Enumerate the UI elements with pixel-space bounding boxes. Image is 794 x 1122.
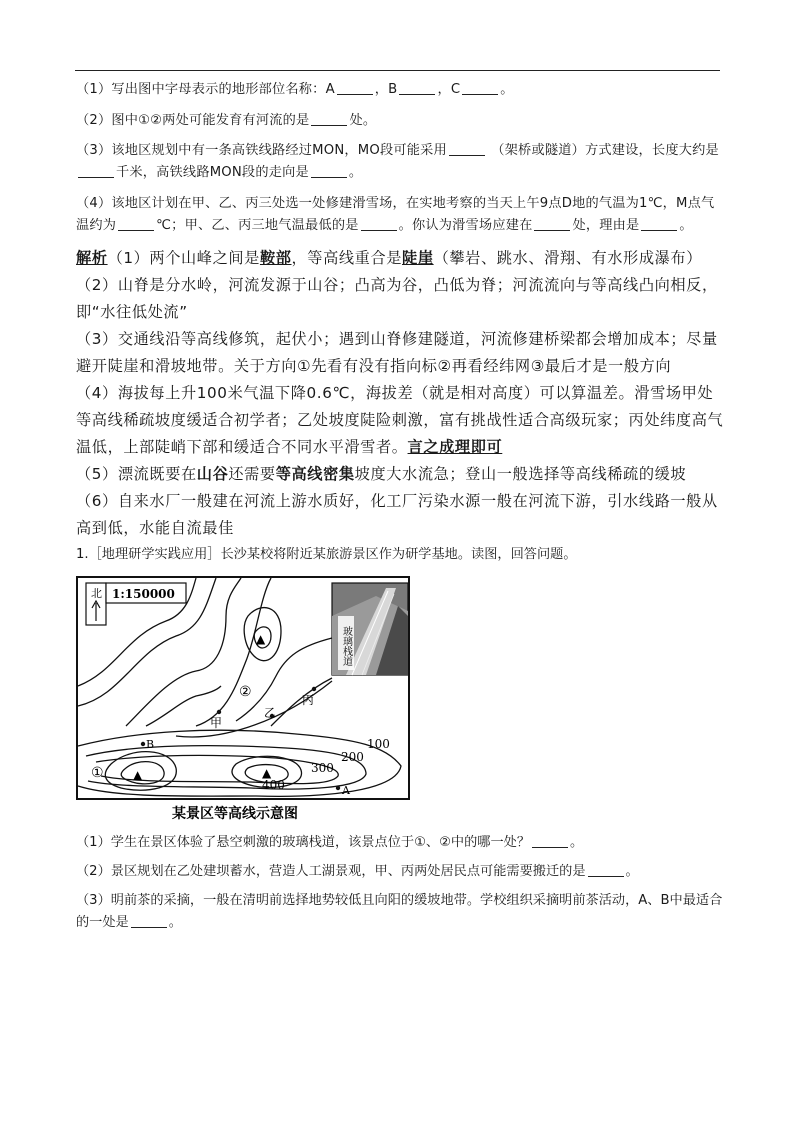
peak-upper-icon: ▲ [256, 632, 266, 646]
contour-map [76, 576, 410, 824]
contour-value-300: 300 [311, 761, 334, 775]
answer-blank [449, 141, 485, 156]
point-bing-dot [312, 687, 316, 691]
question-2: （2）图中①②两处可能发育有河流的是 处。 [76, 112, 377, 128]
subquestion-3: （3）明前茶的采摘，一般在清明前选择地势较低且向阳的缓坡地带。学校组织采摘明前茶活动，A、B中最适合的一处是 。 [76, 893, 723, 930]
analysis-6: （6）自来水厂一般建在河流上游水质好，化工厂污染水源一般在河流下游，引水线路一般从高到低，水能自流最佳 [76, 492, 718, 537]
point-jia-dot [217, 710, 221, 714]
analysis-1: 解析（1）两个山峰之间是鞍部，等高线重合是陡崖（攀岩、跳水、滑翔、有水形成瀑布） [76, 249, 702, 267]
question-4: （4）该地区计划在甲、乙、丙三处选一处修建滑雪场，在实地考察的当天上午9点D地的气温为1℃，M点气温约为 ℃；甲、乙、丙三地气温最低的是 。你认为滑雪场应建在 处，理由是 。 [76, 195, 715, 233]
analysis-label: 解析 [76, 249, 108, 267]
analysis-5: （5）漂流既要在山谷还需要等高线密集坡度大水流急；登山一般选择等高线稀疏的缓坡 [76, 465, 687, 483]
contour-value-200: 200 [341, 750, 364, 764]
north-label: 北 [91, 587, 102, 600]
label-a: A [342, 784, 350, 797]
subquestion-2: （2）景区规划在乙处建坝蓄水，营造人工湖景观，甲、丙两处居民点可能需要搬迁的是 。 [76, 864, 639, 879]
contour-value-100: 100 [367, 737, 390, 751]
label-yi: 乙 [264, 706, 277, 720]
answer-blank [311, 163, 347, 178]
answer-blank [131, 913, 167, 928]
point-b-dot [141, 742, 145, 746]
answer-blank [118, 216, 154, 231]
contour-value-400: 400 [262, 778, 285, 792]
problem-1-subquestions [76, 832, 724, 934]
question-3: （3）该地区规划中有一条高铁线路经过MON，MO段可能采用 （架桥或隧道）方式建设，长度大约是千米，高铁线路MON段的走向是 。 [76, 143, 719, 180]
worksheet-content [76, 79, 724, 941]
question-1: （1）写出图中字母表示的地形部位名称：A ，B ，C 。 [76, 82, 514, 97]
subquestion-1: （1）学生在景区体验了悬空刺激的玻璃栈道，该景点位于①、②中的哪一处？ 。 [76, 835, 584, 850]
answer-blank [311, 111, 347, 126]
answer-blank [361, 216, 397, 231]
answer-blank [641, 216, 677, 231]
analysis-4: （4）海拔每上升100米气温下降0.6℃，海拔差（就是相对高度）可以算温差。滑雪场甲处等高线稀疏坡度缓适合初学者；乙处坡度陡险刺激，富有挑战性适合高级玩家；丙处纬度高气温低，上部陡峭下部和缓适合不同水平滑雪者。言之成理即可 [76, 384, 724, 456]
answer-blank [462, 80, 498, 95]
answer-blank [534, 216, 570, 231]
analysis-2: （2）山脊是分水岭，河流发源于山谷；凸高为谷，凸低为脊；河流流向与等高线凸向相反，即“水往低处流” [76, 276, 718, 321]
label-circle-1: ① [91, 765, 104, 781]
label-jia: 甲 [210, 716, 223, 730]
analysis-3: （3）交通线沿等高线修筑，起伏小；遇到山脊修建隧道，河流修建桥梁都会增加成本；尽量避开陡崖和滑坡地带。关于方向①先看有没有指向标②再看经纬网③最后才是一般方向 [76, 330, 718, 375]
answer-blank [399, 80, 435, 95]
top-rule [75, 70, 720, 71]
point-a-dot [336, 786, 340, 790]
label-bing: 丙 [302, 693, 315, 707]
label-b: B [146, 738, 155, 751]
scale-label: 1:150000 [112, 587, 175, 601]
answer-blank [532, 833, 568, 848]
peak-left-icon: ▲ [133, 768, 143, 782]
answer-blank [78, 163, 114, 178]
contour-map-figure [76, 576, 410, 824]
answer-blank [588, 862, 624, 877]
photo-label: 玻璃栈道 [340, 626, 352, 666]
map-caption: 某景区等高线示意图 [172, 806, 298, 822]
answer-blank [337, 80, 373, 95]
peak-right-icon: ▲ [262, 766, 272, 780]
label-circle-2: ② [239, 684, 252, 700]
problem-1-stem: 1.［地理研学实践应用］长沙某校将附近某旅游景区作为研学基地。读图，回答问题。 [76, 547, 577, 562]
